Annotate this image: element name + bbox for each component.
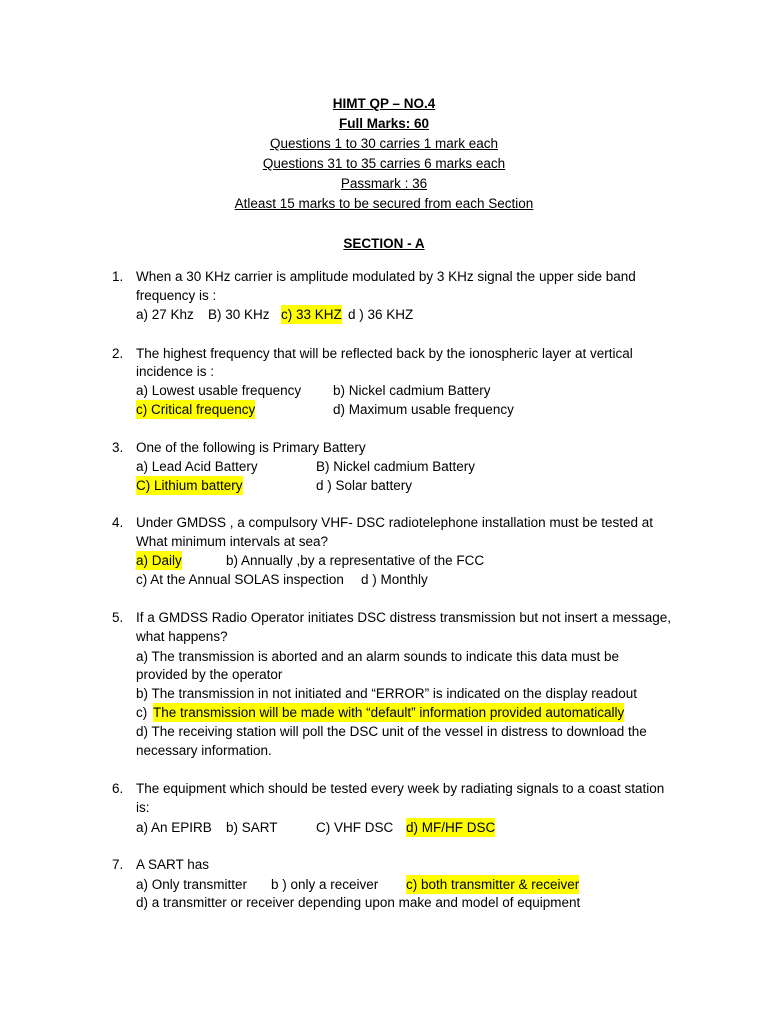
question-stem-line: The equipment which should be tested every week by radiating signals to a coast station [136, 781, 665, 796]
option-d-correct: d) MF/HF DSC [406, 820, 496, 835]
option-d: d ) 36 KHZ [348, 307, 414, 322]
question-stem-line: what happens? [136, 629, 228, 644]
question-stem-line: incidence is : [136, 364, 215, 379]
question-number: 5. [112, 610, 124, 625]
question-number: 3. [112, 440, 124, 455]
option-b: b ) only a receiver [271, 877, 379, 892]
paper-title: HIMT QP – NO.4 [332, 96, 436, 111]
question-number: 7. [112, 857, 124, 872]
option-a: a) The transmission is aborted and an alarm sounds to indicate this data must be [136, 649, 620, 664]
question-stem-line: The highest frequency that will be reflected back by the ionospheric layer at vertical [136, 346, 633, 361]
option-c-correct: c) Critical frequency [136, 402, 256, 417]
option-a: a) 27 Khz [136, 307, 194, 322]
document-header [0, 94, 768, 214]
question-stem-line: If a GMDSS Radio Operator initiates DSC distress transmission but not insert a message, [136, 610, 671, 625]
question-stem-line: frequency is : [136, 288, 217, 303]
section-requirement: Atleast 15 marks to be secured from each Section [234, 196, 534, 211]
option-c-correct: c) both transmitter & receiver [406, 877, 580, 892]
option-b: B) Nickel cadmium Battery [316, 459, 476, 474]
full-marks: Full Marks: 60 [338, 116, 430, 131]
question-stem-line: When a 30 KHz carrier is amplitude modulated by 3 KHz signal the upper side band [136, 269, 636, 284]
option-d: d) a transmitter or receiver depending upon make and model of equipment [136, 895, 581, 910]
question-stem-line: Under GMDSS , a compulsory VHF- DSC radiotelephone installation must be tested at [136, 515, 653, 530]
question-stem-line: A SART has [136, 857, 210, 872]
marks-rule-1: Questions 1 to 30 carries 1 mark each [269, 136, 499, 151]
option-b: b) SART [226, 820, 278, 835]
option-d: d) The receiving station will poll the DSC unit of the vessel in distress to download the [136, 724, 647, 739]
option-c: c) At the Annual SOLAS inspection [136, 572, 344, 587]
question-number: 1. [112, 269, 124, 284]
passmark: Passmark : 36 [340, 176, 428, 191]
question-number: 6. [112, 781, 124, 796]
option-c-correct: C) Lithium battery [136, 478, 243, 493]
option-a: a) Only transmitter [136, 877, 248, 892]
question-number: 4. [112, 515, 124, 530]
option-a: a) Lead Acid Battery [136, 459, 258, 474]
option-c: C) VHF DSC [316, 820, 394, 835]
option-a: a) Lowest usable frequency [136, 383, 302, 398]
option-c-correct: c) 33 KHZ [281, 307, 342, 322]
marks-rule-2: Questions 31 to 35 carries 6 marks each [262, 156, 506, 171]
option-d: d ) Monthly [361, 572, 428, 587]
option-a-correct: a) Daily [136, 553, 182, 568]
option-d: d ) Solar battery [316, 478, 413, 493]
option-a: a) An EPIRB [136, 820, 212, 835]
option-b: B) 30 KHz [208, 307, 270, 322]
option-b: b) Annually ,by a representative of the FCC [226, 553, 485, 568]
question-stem-line: One of the following is Primary Battery [136, 440, 366, 455]
section-title: SECTION - A [343, 236, 425, 251]
option-d: d) Maximum usable frequency [333, 402, 514, 417]
question-stem-line: is: [136, 800, 150, 815]
option-d-continued: necessary information. [136, 743, 272, 758]
option-b: b) Nickel cadmium Battery [333, 383, 491, 398]
question-stem-line: What minimum intervals at sea? [136, 534, 329, 549]
option-b: b) The transmission in not initiated and “ERROR” is indicated on the display readout [136, 686, 638, 701]
option-c-label: c) [136, 705, 148, 720]
question-number: 2. [112, 346, 124, 361]
option-c-correct: The transmission will be made with “default” information provided automatically [153, 705, 625, 720]
option-a-continued: provided by the operator [136, 667, 283, 682]
